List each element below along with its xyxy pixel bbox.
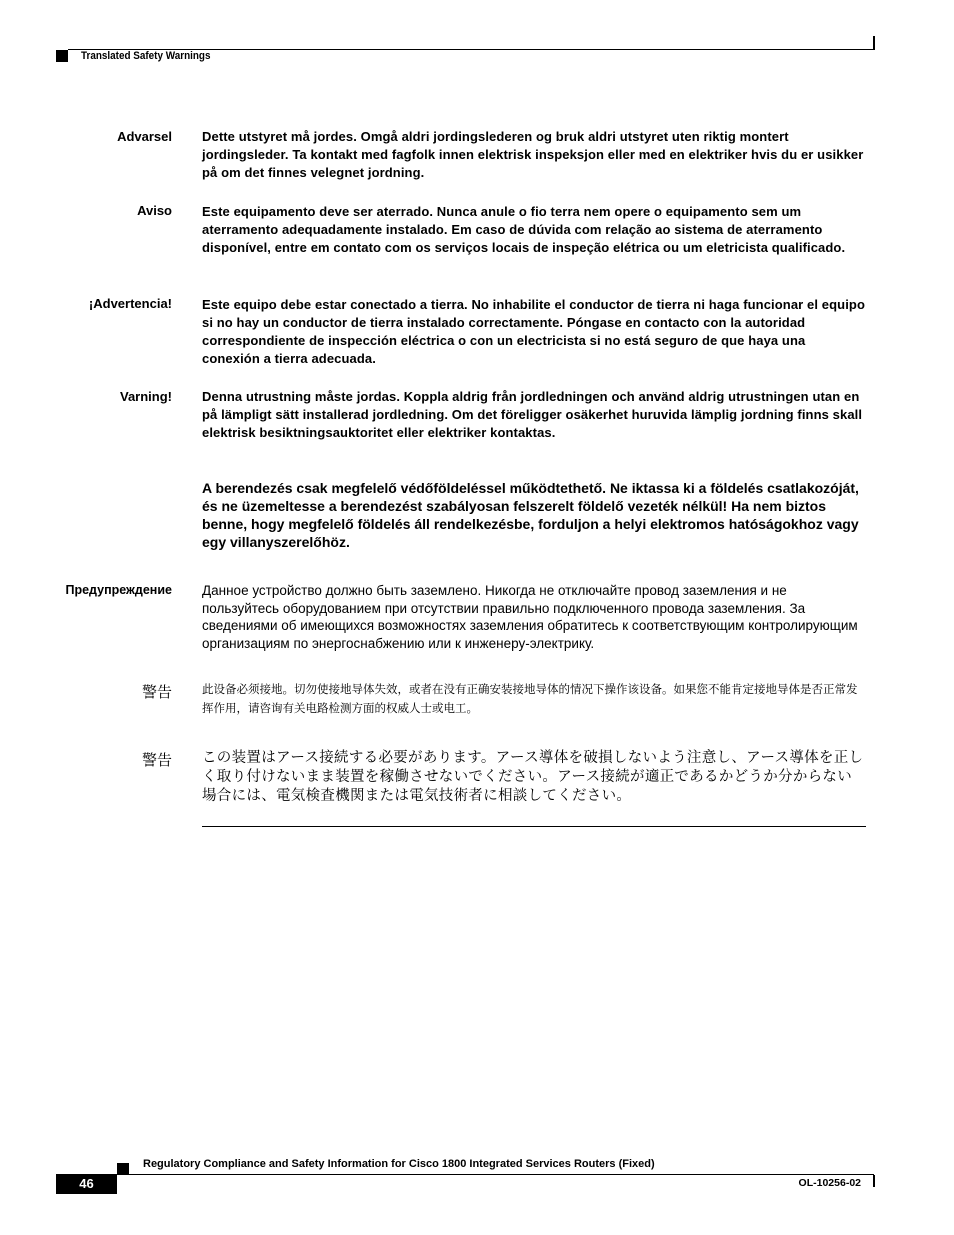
warning-text-russian: Данное устройство должно быть заземлено. Никогда не отключайте провод заземления и не пользуйтесь оборудованием при отсутствии правильно подключенного провода заземления. За сведениями об имеющихся возможностях заземления обратитесь к соответствующим контролирующим организациям по энергоснабжению или к инженеру-электрику. [202,583,858,651]
warning-label-russian: Предупреждение [65,583,172,597]
warning-text-chinese: 此设备必须接地。切勿使接地导体失效，或者在没有正确安装接地导体的情况下操作该设备。如果您不能肯定接地导体是否正常发挥作用，请咨询有关电路检测方面的权威人士或电工。 [202,684,858,715]
footer-marker [117,1163,129,1174]
warning-label-swedish: Varning! [119,389,172,404]
warning-label-chinese: 警告 [141,684,172,701]
warning-text-norwegian: Dette utstyret må jordes. Omgå aldri jordingslederen og bruk aldri utstyret uten riktig montert jordingsleder. Ta kontakt med fagfolk innen elektrisk inspeksjon eller med en elektriker hvis du er usikker på om det finnes velegnet jordning. [202,129,864,180]
header-tick [873,36,875,50]
section-title: Translated Safety Warnings [81,50,211,62]
warning-label-norwegian: Advarsel [117,129,172,144]
warning-text-portuguese: Este equipamento deve ser aterrado. Nunca anule o fio terra nem opere o equipamento sem um aterramento adequadamente instalado. Em caso de dúvida com relação ao sistema de aterramento disponível, entre em contato com os serviços locais de inspeção elétrica ou um eletricista qualificado. [202,204,846,255]
warning-label-japanese: 警告 [141,752,172,769]
warning-text-japanese: この装置はアース接続する必要があります。アース導体を破損しないよう注意し、アース導体を正しく取り付けないまま装置を稼働させないでください。アース接続が適正であるかどうか分からない場合には、電気検査機関または電気技術者に相談してください。 [202,750,864,804]
document-number: OL-10256-02 [798,1177,861,1189]
page-number: 46 [56,1174,117,1194]
header-marker [56,50,68,62]
warning-text-hungarian: A berendezés csak megfelelő védőföldeléssel működtethető. Ne iktassa ki a földelés csatlakozóját, és ne üzemeltesse a berendezést szabályosan felszerelt földelő vezeték nélkül! Ha nem biztos benne, hogy megfelelő földelés áll rendelkezésbe, forduljon a helyi elektromos hatóságokhoz vagy egy villanyszerelőhöz. [202,480,859,550]
footer-tick [873,1175,875,1187]
section-end-rule [202,826,866,827]
warning-text-swedish: Denna utrustning måste jordas. Koppla aldrig från jordledningen och använd aldrig utrustningen utan en på lämpligt sätt installerad jordledning. Om det föreligger osäkerhet huruvida lämplig jordning finns skall elektrisk besiktningsauktoritet eller elektriker kontaktas. [202,389,863,440]
footer-document-title: Regulatory Compliance and Safety Information for Cisco 1800 Integrated Services Routers (Fixed) [143,1158,655,1170]
warning-text-spanish: Este equipo debe estar conectado a tierra. No inhabilite el conductor de tierra ni haga funcionar el equipo si no hay un conductor de tierra instalado correctamente. Póngase en contacto con la autoridad correspondiente de inspección eléctrica o con un electricista si no está seguro de que haya una conexión a tierra adecuada. [202,297,865,366]
footer-rule [117,1174,874,1175]
warning-label-portuguese: Aviso [137,203,172,218]
warning-label-spanish: ¡Advertencia! [88,296,172,311]
